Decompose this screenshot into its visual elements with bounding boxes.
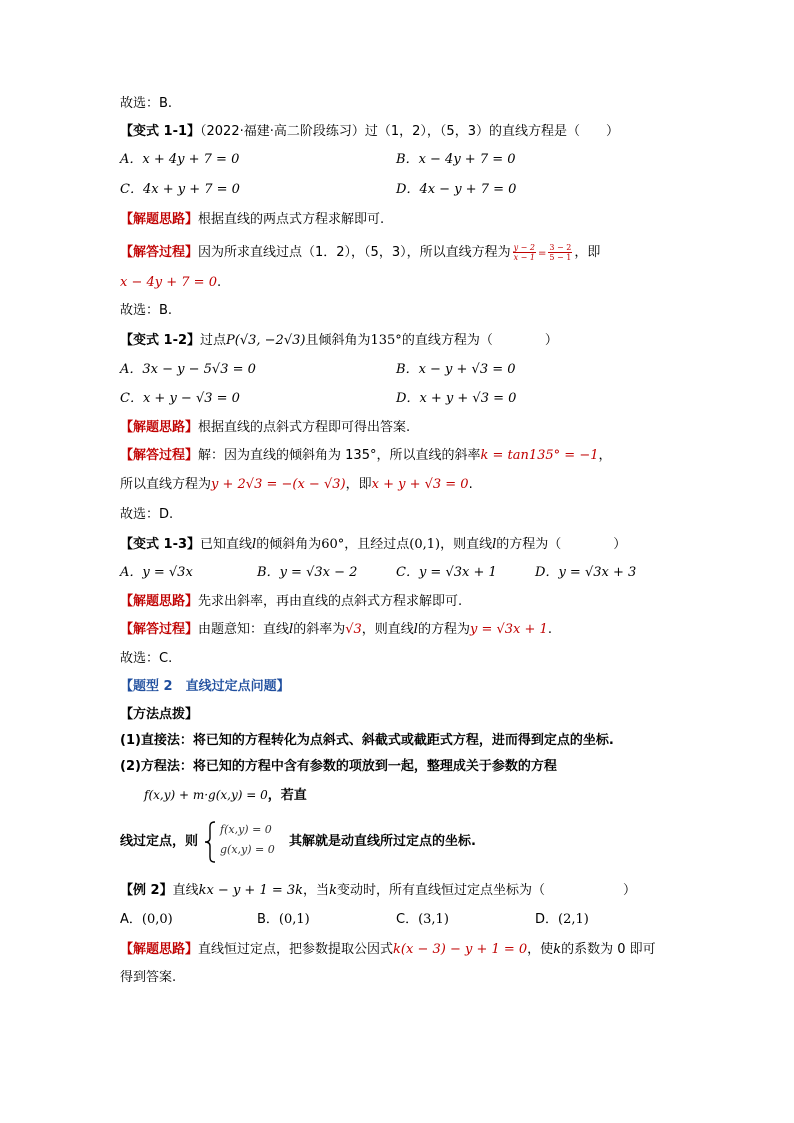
v12-option-b: B．x − y + √3 = 0 — [396, 362, 516, 377]
v13-option-a: A．y = √3x — [120, 565, 193, 580]
v12-stem: 【变式 1-2】过点P(√3, −2√3)且倾斜角为135°的直线方程为（ ） — [120, 333, 558, 348]
v11-option-c: C．4x + y + 7 = 0 — [120, 182, 240, 197]
fraction: $\frac{y - 2}{x - 1}$ — [513, 243, 536, 262]
system-brace — [203, 820, 217, 864]
method-2-formula: f(x,y) + m·g(x,y) = 0，若直 — [144, 788, 307, 803]
method-2: (2)方程法：将已知的方程中含有参数的项放到一起，整理成关于参数的方程 — [120, 759, 557, 774]
system-eq-2: g(x,y) = 0 — [220, 843, 275, 856]
answer-line: 故选：B. — [120, 303, 173, 318]
fraction: $\frac{3 - 2}{5 - 1}$ — [549, 243, 572, 262]
v11-option-b: B．x − 4y + 7 = 0 — [396, 152, 516, 167]
v11-idea: 【解题思路】根据直线的两点式方程求解即可. — [120, 212, 385, 227]
ex2-option-b: B．(0,1) — [257, 912, 310, 927]
section-heading: 【题型 2 直线过定点问题】 — [120, 679, 290, 694]
v11-process: 【解答过程】因为所求直线过点（1．2），（5，3），所以直线方程为 $\frac{y - 2}{x - 1}$ = $\frac{3 - 2}{5 - 1}$ ，即 — [120, 243, 601, 262]
ex2-idea-cont: 得到答案. — [120, 970, 177, 985]
method-tag: 【方法点拨】 — [120, 707, 199, 722]
v13-option-d: D．y = √3x + 3 — [535, 565, 637, 580]
v11-stem: 【变式 1-1】（2022·福建·高二阶段练习）过（1，2），（5，3）的直线方程是（ ） — [120, 124, 619, 139]
answer-line: 故选：D. — [120, 507, 174, 522]
ex2-option-c: C．(3,1) — [396, 912, 449, 927]
v12-option-a: A．3x − y − 5√3 = 0 — [120, 362, 256, 377]
method-3: 线过定点，则 — [120, 834, 199, 849]
v12-process-cont: 所以直线方程为y + 2√3 = −(x − √3)，即x + y + √3 = 0. — [120, 477, 473, 492]
v11-process-cont: x − 4y + 7 = 0. — [120, 275, 222, 290]
answer-line: 故选：B. — [120, 96, 173, 111]
ex2-idea: 【解题思路】直线恒过定点，把参数提取公因式k(x − 3) − y + 1 = 0，使k的系数为 0 即可 — [120, 942, 656, 957]
ex2-stem: 【例 2】直线kx − y + 1 = 3k，当k变动时，所有直线恒过定点坐标为（ ） — [120, 883, 636, 898]
v13-stem: 【变式 1-3】已知直线l的倾斜角为60°，且经过点(0,1)，则直线l的方程为（ ） — [120, 537, 627, 552]
ex2-option-d: D．(2,1) — [535, 912, 589, 927]
ex2-option-a: A．(0,0) — [120, 912, 173, 927]
v13-process: 【解答过程】由题意知：直线l的斜率为√3，则直线l的方程为y = √3x + 1. — [120, 622, 552, 637]
v11-option-d: D．4x − y + 7 = 0 — [396, 182, 517, 197]
v11-option-a: A．x + 4y + 7 = 0 — [120, 152, 240, 167]
v12-idea: 【解题思路】根据直线的点斜式方程即可得出答案. — [120, 420, 411, 435]
question-tag: 【变式 1-1】 — [120, 124, 201, 139]
v12-option-c: C．x + y − √3 = 0 — [120, 391, 240, 406]
method-1: (1)直接法：将已知的方程转化为点斜式、斜截式或截距式方程，进而得到定点的坐标. — [120, 733, 614, 748]
v13-option-b: B．y = √3x − 2 — [257, 565, 358, 580]
answer-line: 故选：C. — [120, 651, 173, 666]
v12-process: 【解答过程】解：因为直线的倾斜角为 135°，所以直线的斜率k = tan135° = −1， — [120, 448, 612, 463]
v13-option-c: C．y = √3x + 1 — [396, 565, 497, 580]
method-3-tail: 其解就是动直线所过定点的坐标. — [289, 834, 476, 849]
v12-option-d: D．x + y + √3 = 0 — [396, 391, 517, 406]
v13-idea: 【解题思路】先求出斜率，再由直线的点斜式方程求解即可. — [120, 594, 463, 609]
system-eq-1: f(x,y) = 0 — [220, 823, 272, 836]
